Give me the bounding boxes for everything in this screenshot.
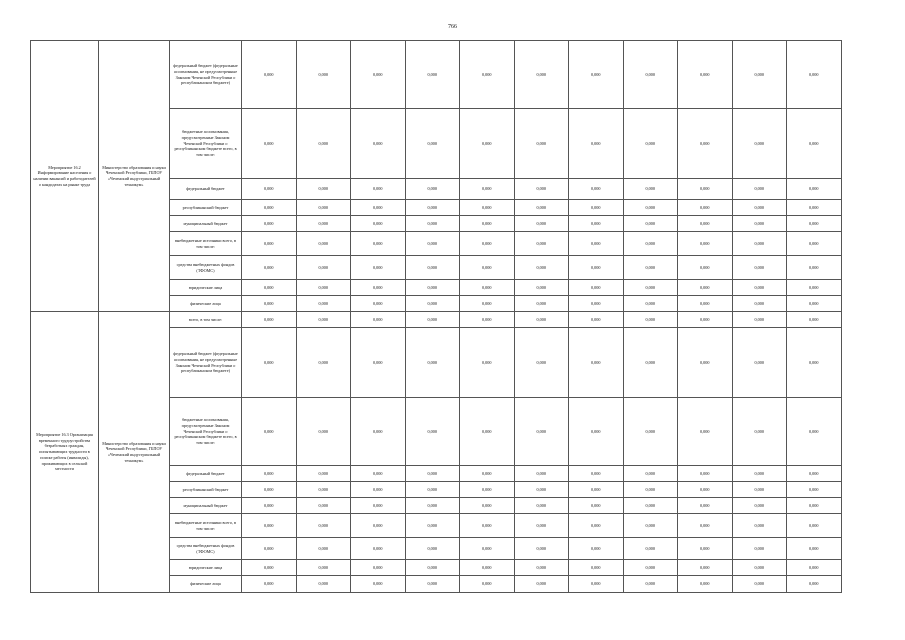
value-cell: 0,000: [405, 41, 460, 109]
value-cell: 0,000: [623, 560, 678, 576]
value-cell: 0,000: [296, 498, 351, 514]
value-cell: 0,000: [623, 466, 678, 482]
value-cell: 0,000: [405, 296, 460, 312]
value-cell: 0,000: [514, 216, 569, 232]
value-cell: 0,000: [678, 328, 733, 398]
value-cell: 0,000: [569, 576, 624, 593]
budget-table: [30, 40, 842, 593]
value-cell: 0,000: [405, 179, 460, 200]
value-cell: 0,000: [460, 482, 515, 498]
value-cell: 0,000: [405, 538, 460, 560]
value-cell: 0,000: [514, 200, 569, 216]
value-cell: 0,000: [351, 216, 406, 232]
value-cell: 0,000: [242, 514, 297, 538]
value-cell: 0,000: [732, 179, 787, 200]
value-cell: 0,000: [514, 256, 569, 280]
table-row: [31, 41, 842, 109]
funding-source-cell: федеральный бюджет: [170, 466, 242, 482]
value-cell: 0,000: [242, 538, 297, 560]
value-cell: 0,000: [787, 216, 842, 232]
value-cell: 0,000: [351, 256, 406, 280]
value-cell: 0,000: [623, 41, 678, 109]
value-cell: 0,000: [569, 466, 624, 482]
funding-source-cell: юридические лица: [170, 280, 242, 296]
value-cell: 0,000: [678, 576, 733, 593]
value-cell: 0,000: [678, 514, 733, 538]
value-cell: 0,000: [460, 466, 515, 482]
value-cell: 0,000: [351, 109, 406, 179]
value-cell: 0,000: [787, 280, 842, 296]
funding-source-cell: средства внебюджетных фондов (ТФОМС): [170, 256, 242, 280]
value-cell: 0,000: [569, 232, 624, 256]
value-cell: 0,000: [460, 179, 515, 200]
value-cell: 0,000: [351, 538, 406, 560]
value-cell: 0,000: [296, 280, 351, 296]
value-cell: 0,000: [732, 498, 787, 514]
value-cell: 0,000: [787, 466, 842, 482]
value-cell: 0,000: [732, 398, 787, 466]
funding-source-cell: муниципальный бюджет: [170, 216, 242, 232]
value-cell: 0,000: [242, 179, 297, 200]
value-cell: 0,000: [569, 498, 624, 514]
value-cell: 0,000: [351, 498, 406, 514]
executor-cell: Министерство образования и науки Чеченской Республики, ГБПОУ «Чеченский индустриальный техникум»: [99, 41, 170, 312]
value-cell: 0,000: [623, 256, 678, 280]
value-cell: 0,000: [405, 232, 460, 256]
value-cell: 0,000: [460, 296, 515, 312]
value-cell: 0,000: [787, 560, 842, 576]
value-cell: 0,000: [514, 482, 569, 498]
value-cell: 0,000: [296, 216, 351, 232]
value-cell: 0,000: [460, 216, 515, 232]
value-cell: 0,000: [732, 328, 787, 398]
value-cell: 0,000: [405, 514, 460, 538]
value-cell: 0,000: [405, 216, 460, 232]
value-cell: 0,000: [787, 576, 842, 593]
value-cell: 0,000: [405, 498, 460, 514]
value-cell: 0,000: [460, 41, 515, 109]
value-cell: 0,000: [460, 256, 515, 280]
value-cell: 0,000: [242, 200, 297, 216]
funding-source-cell: федеральный бюджет: [170, 179, 242, 200]
value-cell: 0,000: [787, 328, 842, 398]
value-cell: 0,000: [514, 514, 569, 538]
value-cell: 0,000: [514, 280, 569, 296]
value-cell: 0,000: [623, 296, 678, 312]
value-cell: 0,000: [514, 296, 569, 312]
value-cell: 0,000: [460, 328, 515, 398]
value-cell: 0,000: [623, 232, 678, 256]
value-cell: 0,000: [351, 232, 406, 256]
value-cell: 0,000: [296, 312, 351, 328]
value-cell: 0,000: [351, 328, 406, 398]
value-cell: 0,000: [460, 576, 515, 593]
value-cell: 0,000: [405, 312, 460, 328]
funding-source-cell: федеральный бюджет (федеральные ассигнования, не предусмотренные Законом Чеченской Республики о республиканском бюджете): [170, 41, 242, 109]
value-cell: 0,000: [351, 200, 406, 216]
value-cell: 0,000: [405, 200, 460, 216]
value-cell: 0,000: [351, 514, 406, 538]
value-cell: 0,000: [678, 256, 733, 280]
funding-source-cell: всего, в том числе:: [170, 312, 242, 328]
value-cell: 0,000: [514, 538, 569, 560]
value-cell: 0,000: [296, 466, 351, 482]
value-cell: 0,000: [569, 560, 624, 576]
value-cell: 0,000: [678, 296, 733, 312]
value-cell: 0,000: [732, 296, 787, 312]
value-cell: 0,000: [787, 514, 842, 538]
value-cell: 0,000: [460, 514, 515, 538]
value-cell: 0,000: [242, 498, 297, 514]
value-cell: 0,000: [678, 179, 733, 200]
value-cell: 0,000: [569, 398, 624, 466]
value-cell: 0,000: [787, 179, 842, 200]
value-cell: 0,000: [296, 514, 351, 538]
executor-cell: Министерство образования и науки Чеченской Республики, ГБПОУ «Чеченский индустриальный техникум»: [99, 312, 170, 593]
event-name-cell: Мероприятие 16.2 Информирование населения о наличии вакансий и работодателей о кандидатах на рынке труда: [31, 41, 99, 312]
value-cell: 0,000: [569, 200, 624, 216]
value-cell: 0,000: [732, 280, 787, 296]
table-row: [31, 312, 842, 328]
value-cell: 0,000: [514, 179, 569, 200]
value-cell: 0,000: [351, 576, 406, 593]
value-cell: 0,000: [787, 312, 842, 328]
value-cell: 0,000: [296, 576, 351, 593]
value-cell: 0,000: [514, 109, 569, 179]
value-cell: 0,000: [569, 109, 624, 179]
funding-source-cell: физические лица: [170, 576, 242, 593]
value-cell: 0,000: [569, 538, 624, 560]
value-cell: 0,000: [732, 256, 787, 280]
value-cell: 0,000: [787, 41, 842, 109]
funding-source-cell: республиканский бюджет: [170, 482, 242, 498]
value-cell: 0,000: [732, 312, 787, 328]
value-cell: 0,000: [787, 296, 842, 312]
value-cell: 0,000: [678, 560, 733, 576]
value-cell: 0,000: [514, 560, 569, 576]
value-cell: 0,000: [569, 41, 624, 109]
value-cell: 0,000: [296, 109, 351, 179]
value-cell: 0,000: [787, 538, 842, 560]
value-cell: 0,000: [405, 109, 460, 179]
value-cell: 0,000: [678, 538, 733, 560]
value-cell: 0,000: [787, 256, 842, 280]
value-cell: 0,000: [460, 560, 515, 576]
value-cell: 0,000: [732, 482, 787, 498]
value-cell: 0,000: [678, 109, 733, 179]
value-cell: 0,000: [405, 560, 460, 576]
value-cell: 0,000: [405, 482, 460, 498]
value-cell: 0,000: [623, 576, 678, 593]
value-cell: 0,000: [242, 466, 297, 482]
value-cell: 0,000: [296, 232, 351, 256]
value-cell: 0,000: [351, 560, 406, 576]
value-cell: 0,000: [405, 398, 460, 466]
value-cell: 0,000: [296, 41, 351, 109]
value-cell: 0,000: [514, 466, 569, 482]
value-cell: 0,000: [460, 280, 515, 296]
value-cell: 0,000: [787, 232, 842, 256]
value-cell: 0,000: [242, 109, 297, 179]
value-cell: 0,000: [351, 466, 406, 482]
value-cell: 0,000: [351, 312, 406, 328]
value-cell: 0,000: [787, 498, 842, 514]
value-cell: 0,000: [514, 312, 569, 328]
value-cell: 0,000: [569, 514, 624, 538]
value-cell: 0,000: [732, 466, 787, 482]
value-cell: 0,000: [623, 514, 678, 538]
value-cell: 0,000: [732, 41, 787, 109]
funding-source-cell: средства внебюджетных фондов (ТФОМС): [170, 538, 242, 560]
value-cell: 0,000: [678, 41, 733, 109]
funding-source-cell: федеральный бюджет (федеральные ассигнования, не предусмотренные Законом Чеченской Республики о республиканском бюджете): [170, 328, 242, 398]
value-cell: 0,000: [787, 109, 842, 179]
value-cell: 0,000: [242, 256, 297, 280]
value-cell: 0,000: [351, 398, 406, 466]
value-cell: 0,000: [732, 514, 787, 538]
value-cell: 0,000: [623, 398, 678, 466]
value-cell: 0,000: [405, 466, 460, 482]
value-cell: 0,000: [296, 179, 351, 200]
value-cell: 0,000: [569, 296, 624, 312]
value-cell: 0,000: [460, 498, 515, 514]
value-cell: 0,000: [623, 328, 678, 398]
value-cell: 0,000: [242, 398, 297, 466]
value-cell: 0,000: [787, 482, 842, 498]
funding-source-cell: внебюджетные источники всего, в том числе:: [170, 232, 242, 256]
value-cell: 0,000: [623, 179, 678, 200]
value-cell: 0,000: [242, 576, 297, 593]
value-cell: 0,000: [678, 280, 733, 296]
value-cell: 0,000: [351, 280, 406, 296]
funding-source-cell: бюджетные ассигнования, предусмотренные Законом Чеченской Республики о республиканском бюджете всего, в том числе:: [170, 398, 242, 466]
value-cell: 0,000: [296, 482, 351, 498]
value-cell: 0,000: [732, 232, 787, 256]
value-cell: 0,000: [460, 538, 515, 560]
value-cell: 0,000: [242, 312, 297, 328]
funding-source-cell: бюджетные ассигнования, предусмотренные Законом Чеченской Республики о республиканском бюджете всего, в том числе:: [170, 109, 242, 179]
value-cell: 0,000: [678, 216, 733, 232]
value-cell: 0,000: [732, 576, 787, 593]
value-cell: 0,000: [678, 466, 733, 482]
value-cell: 0,000: [351, 179, 406, 200]
value-cell: 0,000: [623, 312, 678, 328]
value-cell: 0,000: [623, 498, 678, 514]
value-cell: 0,000: [460, 312, 515, 328]
value-cell: 0,000: [569, 312, 624, 328]
value-cell: 0,000: [732, 216, 787, 232]
value-cell: 0,000: [242, 280, 297, 296]
value-cell: 0,000: [569, 216, 624, 232]
value-cell: 0,000: [242, 296, 297, 312]
funding-source-cell: муниципальный бюджет: [170, 498, 242, 514]
value-cell: 0,000: [351, 41, 406, 109]
funding-source-cell: внебюджетные источники всего, в том числе:: [170, 514, 242, 538]
value-cell: 0,000: [623, 280, 678, 296]
value-cell: 0,000: [405, 280, 460, 296]
value-cell: 0,000: [296, 296, 351, 312]
value-cell: 0,000: [351, 482, 406, 498]
value-cell: 0,000: [296, 538, 351, 560]
value-cell: 0,000: [623, 538, 678, 560]
event-name-cell: Мероприятие 16.3 Организация временного трудоустройства безработных граждан, испытывающих трудности в поиске работы (инвалиды), проживающих в сельской местности: [31, 312, 99, 593]
value-cell: 0,000: [732, 109, 787, 179]
value-cell: 0,000: [514, 576, 569, 593]
value-cell: 0,000: [296, 398, 351, 466]
value-cell: 0,000: [460, 232, 515, 256]
value-cell: 0,000: [569, 328, 624, 398]
value-cell: 0,000: [569, 256, 624, 280]
funding-source-cell: физические лица: [170, 296, 242, 312]
value-cell: 0,000: [296, 560, 351, 576]
value-cell: 0,000: [405, 328, 460, 398]
value-cell: 0,000: [242, 482, 297, 498]
value-cell: 0,000: [514, 41, 569, 109]
value-cell: 0,000: [623, 482, 678, 498]
value-cell: 0,000: [732, 538, 787, 560]
value-cell: 0,000: [242, 232, 297, 256]
value-cell: 0,000: [296, 328, 351, 398]
value-cell: 0,000: [514, 232, 569, 256]
funding-source-cell: юридические лица: [170, 560, 242, 576]
value-cell: 0,000: [623, 200, 678, 216]
value-cell: 0,000: [242, 560, 297, 576]
value-cell: 0,000: [514, 398, 569, 466]
value-cell: 0,000: [787, 200, 842, 216]
value-cell: 0,000: [460, 398, 515, 466]
value-cell: 0,000: [514, 328, 569, 398]
value-cell: 0,000: [732, 200, 787, 216]
value-cell: 0,000: [678, 200, 733, 216]
value-cell: 0,000: [623, 109, 678, 179]
value-cell: 0,000: [569, 179, 624, 200]
value-cell: 0,000: [242, 41, 297, 109]
value-cell: 0,000: [460, 200, 515, 216]
value-cell: 0,000: [242, 216, 297, 232]
value-cell: 0,000: [678, 232, 733, 256]
value-cell: 0,000: [242, 328, 297, 398]
value-cell: 0,000: [296, 256, 351, 280]
value-cell: 0,000: [732, 560, 787, 576]
value-cell: 0,000: [678, 498, 733, 514]
value-cell: 0,000: [569, 280, 624, 296]
value-cell: 0,000: [405, 256, 460, 280]
value-cell: 0,000: [678, 312, 733, 328]
value-cell: 0,000: [296, 200, 351, 216]
value-cell: 0,000: [678, 398, 733, 466]
page-number: 766: [448, 24, 457, 30]
value-cell: 0,000: [514, 498, 569, 514]
value-cell: 0,000: [623, 216, 678, 232]
value-cell: 0,000: [405, 576, 460, 593]
funding-source-cell: республиканский бюджет: [170, 200, 242, 216]
value-cell: 0,000: [351, 296, 406, 312]
value-cell: 0,000: [569, 482, 624, 498]
value-cell: 0,000: [678, 482, 733, 498]
value-cell: 0,000: [787, 398, 842, 466]
value-cell: 0,000: [460, 109, 515, 179]
